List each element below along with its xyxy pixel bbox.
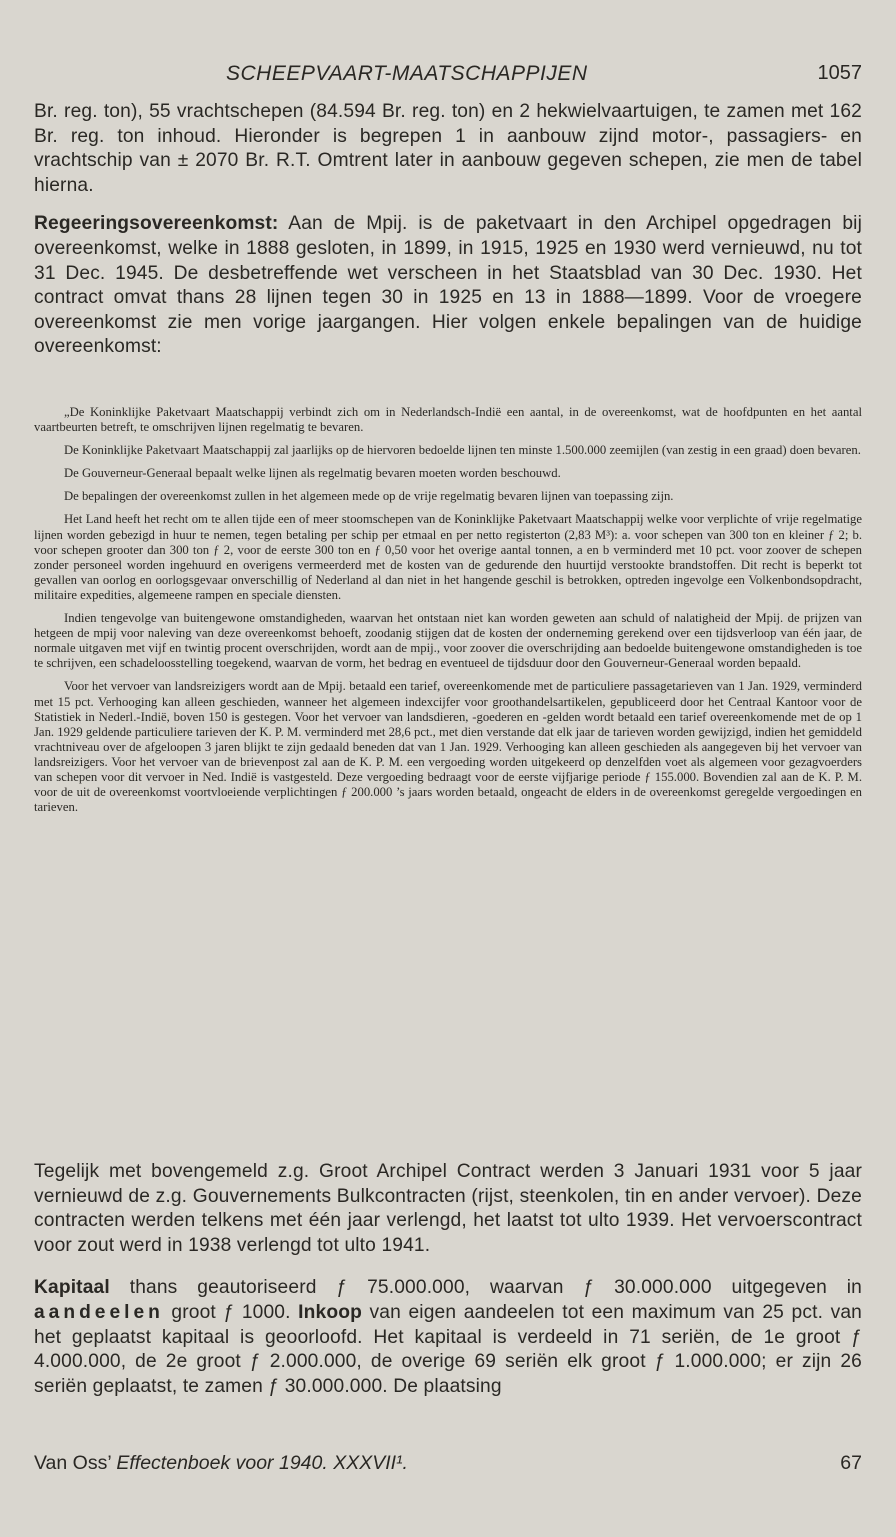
quote-paragraph: De Gouverneur-Generaal bepaalt welke lijnen als regelmatig bevaren moeten worden beschouwd.: [64, 466, 561, 481]
footer-source: [34, 1452, 408, 1475]
quote-paragraph: Indien tengevolge van buitengewone omstandigheden, waarvan het ontstaan niet kan worden geweten aan schuld of nalatigheid der Mpij. de prijzen van hetgeen de mpij voor naleving van deze overeenkomst behoeft, zoodanig stijgen dat de kosten der onderneming gerekend over een tijdsverloop van één jaar, de normale uitgaven met vijf en twintig procent overschrijden, wordt aan de mpij., voor zoover die overschrijding aan bedoelde buitengewone omstandigheden is toe te schrijven, een schadeloosstelling toegekend, waarvan de vorm, het bedrag en eventueel de tijdsduur door den Gouverneur-Generaal worden bepaald.: [34, 611, 862, 671]
quote-paragraph: De Koninklijke Paketvaart Maatschappij zal jaarlijks op de hiervoren bedoelde lijnen ten minste 1.500.000 zeemijlen (van zestig in een graad) doen bevaren.: [64, 443, 861, 458]
document-page: [34, 0, 862, 1537]
intro-section: [34, 100, 862, 360]
page-footer: [34, 1452, 862, 1482]
quote-paragraph: „De Koninklijke Paketvaart Maatschappij verbindt zich om in Nederlandsch-Indië een aantal, in de overeenkomst, wat de hoofdpunten en het aantal vaartbeurten betreft, te omschrijven lijnen regelmatig te bevaren.: [34, 405, 862, 435]
agreement-quote: [34, 405, 862, 823]
bulkcontracten-paragraph: Tegelijk met bovengemeld z.g. Groot Archipel Contract werden 3 Januari 1931 voor 5 jaar vernieuwd de z.g. Gouvernements Bulkcontracten (rijst, steenkolen, tin en ander vervoer). Deze contracten werden telkens met één jaar verlengd, het laatst tot ulto 1939. Het vervoerscontract voor zout werd in 1938 verlengd tot ulto 1941.: [34, 1161, 862, 1256]
footer-book-title: Effectenboek voor 1940. XXXVII¹.: [116, 1452, 408, 1474]
kapitaal-text: groot ƒ 1000.: [163, 1301, 299, 1323]
kapitaal-text: thans geautoriseerd ƒ 75.000.000, waarvan ƒ 30.000.000 uitgegeven in: [109, 1277, 862, 1299]
regeeringsovereenkomst-paragraph: [34, 212, 862, 360]
running-title: SCHEEPVAART-MAATSCHAPPIJEN: [226, 62, 588, 85]
aandeelen-term: aandeelen: [34, 1301, 164, 1323]
footer-page-number: 67: [840, 1452, 862, 1474]
quote-paragraph: De bepalingen der overeenkomst zullen in het algemeen mede op de vrije regelmatig bevaren lijnen van toepassing zijn.: [64, 489, 674, 504]
footer-publisher: Van Oss’: [34, 1452, 111, 1474]
kapitaal-text: van eigen aandeelen tot een maximum van 25 pct. van het geplaatst kapitaal is geoorloofd. Het kapitaal is verdeeld in 71 seriën, de 1e groot ƒ 4.000.000, de 2e groot ƒ 2.000.000, de overige 69 seriën elk groot ƒ 1.000.000; er zijn 26 seriën geplaatst, te zamen ƒ 30.000.000. De plaatsing: [34, 1301, 863, 1397]
quote-paragraph: Het Land heeft het recht om te allen tijde een of meer stoomschepen van de Koninklijke Paketvaart Maatschappij welke voor verplichte of vrije regelmatige lijnen worden gebezigd in huur te nemen, tegen betaling per schip per etmaal en per netto registerton (2,83 M³): a. voor schepen van 300 ton en kleiner ƒ 2; b. voor schepen grooter dan 300 ton ƒ 2, voor de eerste 300 ton en ƒ 0,50 voor het overige aantal tonnen, a en b verminderd met 10 pct. voor zoover de schepen zonder personeel worden ingehuurd en overigens vermeerderd met de kosten van de gedurende den huurtijd verstookte brandstoffen. Dit recht is beperkt tot gevallen van oorlog en oorlogsgevaar onverschillig of Nederland al dan niet in het hangende geschil is betrokken, optreden ingevolge een Volkenbondsopdracht, militaire expedities, algemeene rampen en speciale diensten.: [34, 512, 862, 602]
regeeringsovereenkomst-label: Regeeringsovereenkomst:: [34, 213, 279, 235]
closing-section: [34, 1160, 862, 1399]
quote-paragraph: Voor het vervoer van landsreizigers wordt aan de Mpij. betaald een tarief, overeenkomende met de particuliere passagetarieven van 1 Jan. 1929, verminderd met 15 pct. Verhooging kan alleen geschieden, wanneer het algemeen indexcijfer voor groothandelsartikelen, gepubliceerd door het Centraal Kantoor voor de Statistiek in Nederl.-Indië, boven 150 is gestegen. Voor het vervoer van landsdieren, -goederen en -gelden wordt betaald een tarief overeenkomende met de op 1 Jan. 1929 geldende particuliere tarieven der K. P. M. verminderd met 28,6 pct., met dien verstande dat elk jaar de tarieven worden gewijzigd, indien het gemiddeld vrachtniveau over de afgeloopen 3 jaren blijkt te zijn gedaald beneden dat van 1 Jan. 1929. Verhooging kan alleen geschieden als aangegeven bij het vervoer van landsreizigers. Voor het vervoer van de brievenpost zal aan de K. P. M. een vergoeding worden uitgekeerd op denzelfden voet als algemeen voor gezagvoerders van schepen voor dit vervoer in Ned. Indië is vastgesteld. Deze vergoeding bedraagt voor de eerste vijfjarige periode ƒ 155.000. Bovendien zal aan de K. P. M. voor de uit de overeenkomst voortvloeiende verplichtingen ƒ 200.000 ’s jaars worden betaald, ongeacht de elders in de overeenkomst geregelde vergoedingen en tarieven.: [34, 679, 862, 815]
kapitaal-paragraph: [34, 1276, 862, 1399]
kapitaal-label: Kapitaal: [34, 1277, 110, 1299]
page-number: 1057: [817, 62, 862, 84]
regeeringsovereenkomst-text: Aan de Mpij. is de paketvaart in den Archipel opgedragen bij overeenkomst, welke in 1888 gesloten, in 1899, in 1915, 1925 en 1930 werd vernieuwd, nu tot 31 Dec. 1945. De desbetreffende wet verscheen in het Staatsblad van 30 Dec. 1930. Het contract omvat thans 28 lijnen tegen 30 in 1925 en 13 in 1888—1899. Voor de vroegere overeenkomst zie men vorige jaargangen. Hier volgen enkele bepalingen van de huidige overeenkomst:: [34, 213, 862, 358]
inkoop-label: Inkoop: [298, 1301, 362, 1323]
intro-paragraph: Br. reg. ton), 55 vrachtschepen (84.594 Br. reg. ton) en 2 hekwielvaartuigen, te zamen met 162 Br. reg. ton inhoud. Hieronder is begrepen 1 in aanbouw zijnd motor-, passagiers- en vrachtschip van ± 2070 Br. R.T. Omtrent later in aanbouw gegeven schepen, zie men de tabel hierna.: [34, 101, 862, 196]
running-header: [34, 62, 862, 92]
